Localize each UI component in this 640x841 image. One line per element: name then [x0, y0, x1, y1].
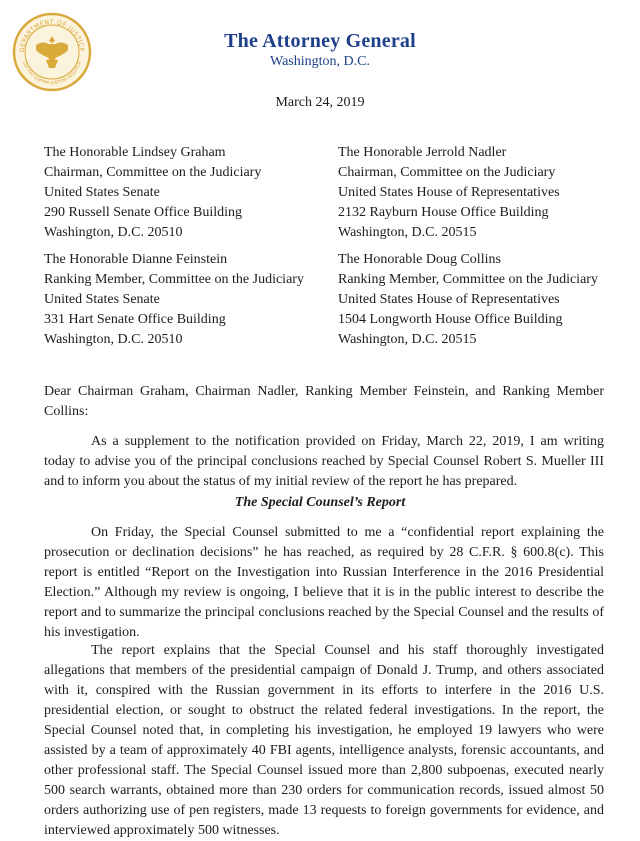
body-paragraph-1: As a supplement to the notification provided on Friday, March 22, 2019, I am writing today to advise you of the principal conclusions reached by Special Counsel Robert S. Mueller III and to inform you about the status of my initial review of the report he has prepared. [44, 434, 604, 489]
address-line: Chairman, Committee on the Judiciary [338, 165, 556, 180]
address-line: United States Senate [44, 292, 160, 307]
body-paragraph-3: The report explains that the Special Counsel and his staff thoroughly investigated allegations that members of the presidential campaign of Donald J. Trump, and others associated with it, conspired with the Russian government in its efforts to interfere in the 2016 U.S. presidential election, or sought to obstruct the related federal investigations. In the report, the Special Counsel noted that, in completing his investigation, he employed 19 lawyers who were assisted by a team of approximately 40 FBI agents, intelligence analysts, forensic accountants, and other professional staff. The Special Counsel issued more than 2,800 subpoenas, executed nearly 500 search warrants, obtained more than 230 orders for communication records, issued almost 50 orders authorizing use of pen registers, made 13 requests to foreign governments for evidence, and interviewed approximately 500 witnesses. [44, 643, 604, 838]
address-line: United States House of Representatives [338, 292, 560, 307]
address-line: 2132 Rayburn House Office Building [338, 205, 549, 220]
address-line: 1504 Longworth House Office Building [338, 312, 563, 327]
body-paragraph-2: On Friday, the Special Counsel submitted to me a “confidential report explaining the prosecution or declination decisions” he has reached, as required by 28 C.F.R. § 600.8(c). This report is entitled “Report on the Investigation into Russian Interference in the 2016 Presidential Election.” Although my review is ongoing, I believe that it is in the public interest to describe the report and to summarize the principal conclusions reached by the Special Counsel and the results of his investigation. [44, 525, 604, 640]
address-line: Washington, D.C. 20510 [44, 332, 183, 347]
address-line: Ranking Member, Committee on the Judiciary [338, 272, 598, 287]
address-line: Washington, D.C. 20510 [44, 225, 183, 240]
recipient-address-nadler [338, 143, 560, 243]
letterhead-subtitle: Washington, D.C. [270, 54, 370, 69]
address-line: The Honorable Lindsey Graham [44, 145, 226, 160]
recipient-address-graham [44, 143, 261, 243]
letterhead-title: The Attorney General [224, 30, 416, 52]
seal-text-top: DEPARTMENT OF JUSTICE [18, 18, 86, 53]
address-line: The Honorable Jerrold Nadler [338, 145, 507, 160]
seal-text-bottom: QUI PRO DOMINA JUSTITIA SEQUITUR [22, 60, 82, 86]
salutation: Dear Chairman Graham, Chairman Nadler, Ranking Member Feinstein, and Ranking Member Collins: [44, 384, 604, 419]
address-line: Washington, D.C. 20515 [338, 332, 477, 347]
section-heading: The Special Counsel’s Report [234, 495, 406, 510]
address-line: The Honorable Dianne Feinstein [44, 252, 228, 267]
recipient-address-collins [338, 250, 598, 350]
recipient-address-feinstein [44, 250, 304, 350]
address-line: United States House of Representatives [338, 185, 560, 200]
address-line: United States Senate [44, 185, 160, 200]
address-line: The Honorable Doug Collins [338, 252, 501, 267]
address-line: Chairman, Committee on the Judiciary [44, 165, 262, 180]
address-line: Washington, D.C. 20515 [338, 225, 477, 240]
letter-date: March 24, 2019 [275, 95, 365, 110]
address-line: 331 Hart Senate Office Building [44, 312, 226, 327]
address-line: 290 Russell Senate Office Building [44, 205, 243, 220]
address-line: Ranking Member, Committee on the Judiciary [44, 272, 304, 287]
